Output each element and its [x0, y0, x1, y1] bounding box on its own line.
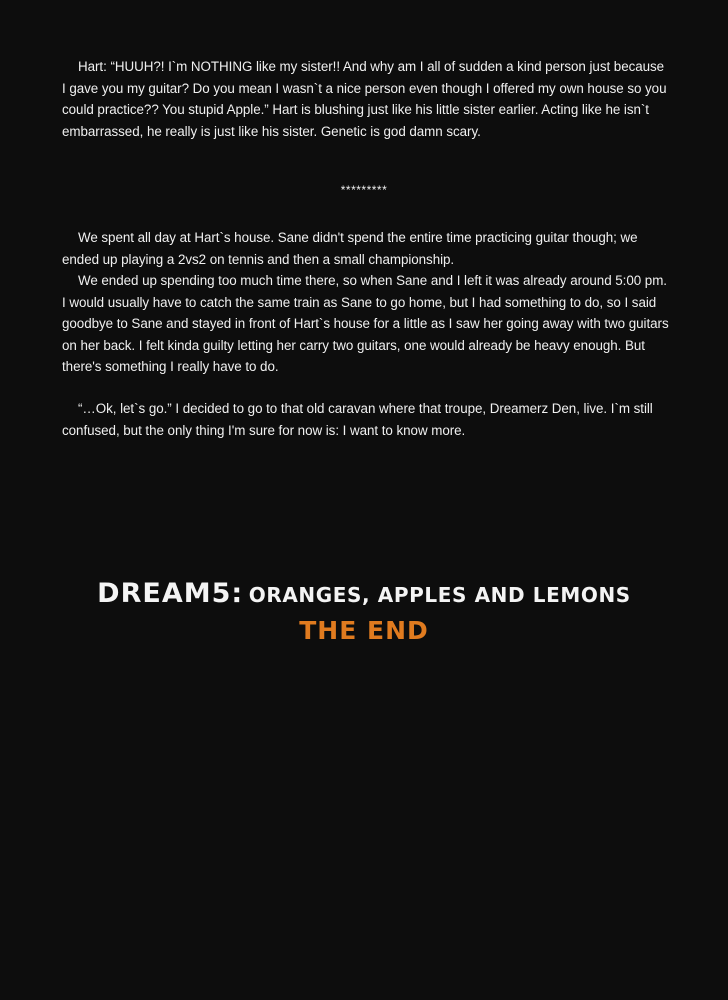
chapter-title	[0, 578, 728, 609]
paragraph-ok-block	[62, 398, 670, 441]
paragraph-day: We spent all day at Hart`s house. Sane didn't spend the entire time practicing guitar though; we ended up playing a 2vs2 on tennis and then a small championship.	[62, 230, 638, 267]
paragraph-block-day	[62, 227, 670, 378]
the-end-label: THE END	[299, 616, 429, 645]
chapter-prefix: DREAM5:	[97, 578, 244, 609]
paragraph-late: We ended up spending too much time there, so when Sane and I left it was already around 5:00 pm. I would usually have to catch the same train as Sane to go home, but I had something to do, so I said goodbye to Sane and stayed in front of Hart`s house for a little as I saw her going away with two guitars on her back. I felt kinda guilty letting her carry two guitars, one would already be heavy enough. But there's something I really have to do.	[62, 273, 669, 374]
scene-separator: *********	[340, 183, 388, 197]
paragraph-hart-text: Hart: “HUUH?! I`m NOTHING like my sister!! And why am I all of sudden a kind person just because I gave you my guitar? Do you mean I wasn`t a nice person even though I offered my own house so you could practice?? You stupid Apple.” Hart is blushing just like his little sister earlier. Acting like he isn`t embarrassed, he really is just like his sister. Genetic is god damn scary.	[62, 59, 667, 139]
chapter-name: ORANGES, APPLES AND LEMONS	[248, 583, 631, 607]
paragraph-ok: “…Ok, let`s go.” I decided to go to that old caravan where that troupe, Dreamerz Den, live. I`m still confused, but the only thing I'm sure for now is: I want to know more.	[62, 401, 653, 438]
paragraph-hart	[62, 56, 670, 142]
